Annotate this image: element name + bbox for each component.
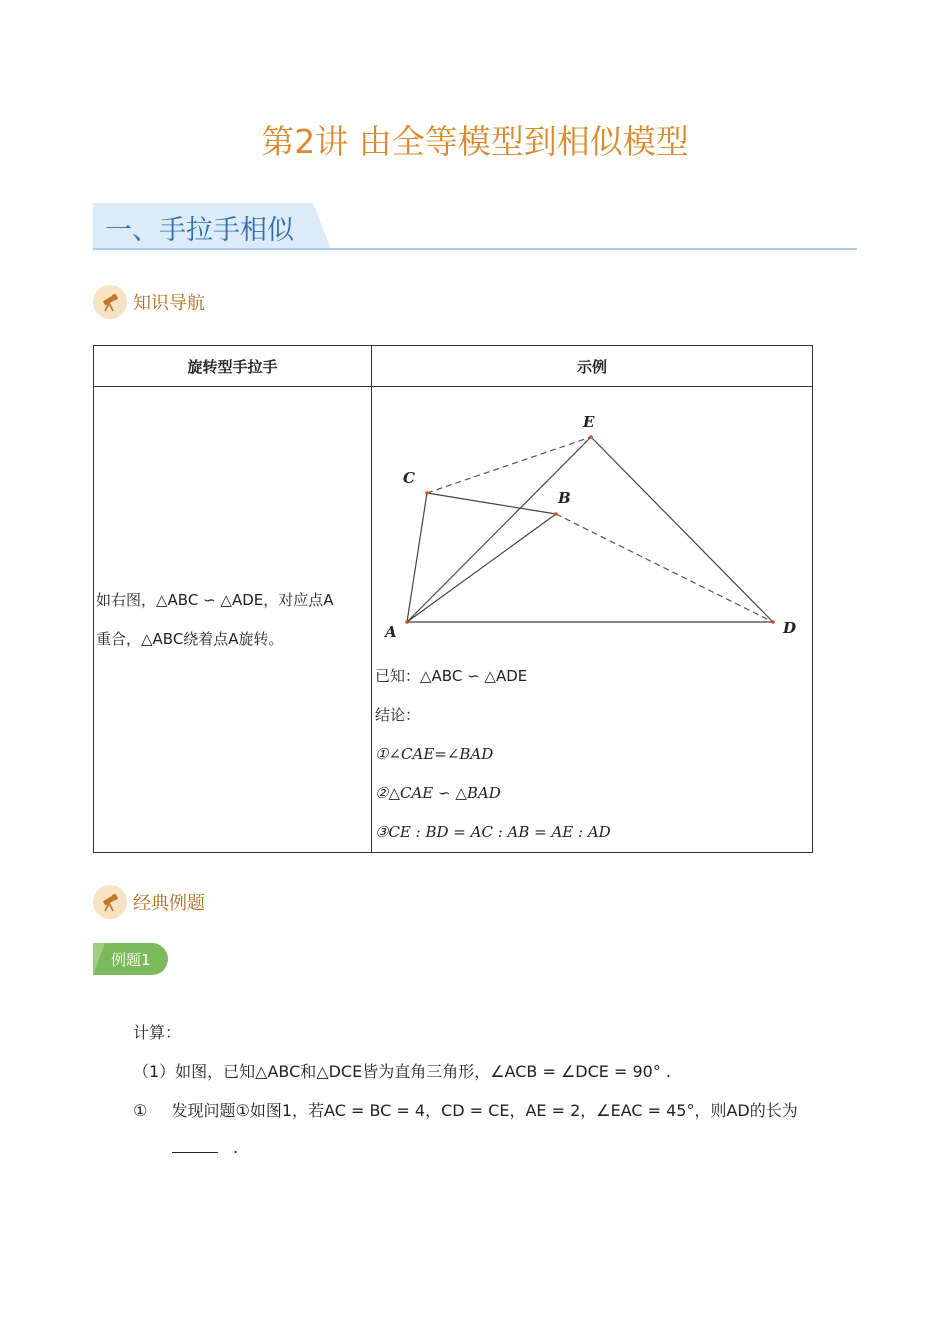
- label-B: B: [558, 489, 571, 507]
- knowledge-table: [93, 345, 813, 853]
- conclusion-1: ①∠CAE=∠BAD: [375, 745, 494, 763]
- classic-examples-heading: [93, 885, 205, 919]
- problem-intro: 计算：: [133, 1023, 182, 1042]
- classic-examples-label: 经典例题: [133, 893, 205, 914]
- problem-part1: （1）如图，已知△ABC和△DCE皆为直角三角形，∠ACB = ∠DCE = 90° .: [133, 1062, 671, 1081]
- left-line-2: 重合，△ABC绕着点A旋转。: [96, 629, 284, 648]
- conclusion-3: ③CE : BD = AC : AB = AE : AD: [375, 823, 611, 841]
- section-header: [93, 203, 857, 251]
- conclusion-2: ②△CAE ∽ △BAD: [375, 784, 501, 802]
- telescope-icon: [93, 285, 127, 319]
- answer-blank[interactable]: [172, 1138, 218, 1153]
- section-underline: [93, 248, 857, 250]
- segment-CE-dashed: [427, 437, 591, 493]
- example-tag-label: 例题1: [111, 951, 151, 969]
- conclusion-label: 结论：: [375, 706, 421, 724]
- point-E: [589, 435, 593, 439]
- table-header-left: 旋转型手拉手: [94, 346, 372, 387]
- segment-BD-dashed: [556, 514, 773, 622]
- example-tag: [93, 943, 168, 975]
- problem-item1-text: 发现问题①如图1，若AC = BC = 4，CD = CE，AE = 2，∠EAC = 45°，则AD的长为: [171, 1101, 798, 1120]
- knowledge-nav-label: 知识导航: [133, 293, 205, 314]
- example-tag-notch: [93, 943, 105, 975]
- label-E: E: [583, 413, 595, 431]
- section-title: 一、手拉手相似: [105, 215, 294, 246]
- similar-triangles-figure: [372, 387, 812, 657]
- table-right-cell: [372, 387, 813, 853]
- segment-ED: [591, 437, 773, 622]
- point-B: [554, 512, 558, 516]
- problem-item1-number: ①: [133, 1101, 148, 1120]
- table-header-right: 示例: [372, 346, 813, 387]
- problem-item1: [133, 1098, 798, 1121]
- telescope-icon: [93, 885, 127, 919]
- table-left-cell: [94, 387, 372, 853]
- label-C: C: [403, 469, 415, 487]
- segment-CB: [427, 493, 556, 514]
- left-line-1: 如右图，△ABC ∽ △ADE，对应点A: [96, 590, 334, 609]
- segment-AB: [407, 514, 556, 622]
- point-C: [425, 491, 429, 495]
- answer-end: .: [233, 1138, 239, 1157]
- point-A: [405, 620, 409, 624]
- segment-AC: [407, 493, 427, 622]
- answer-blank-line: [172, 1138, 238, 1157]
- point-D: [771, 620, 775, 624]
- label-A: A: [385, 623, 397, 641]
- statements: [372, 657, 812, 852]
- segment-AE: [407, 437, 591, 622]
- label-D: D: [783, 619, 797, 637]
- given-text: 已知：△ABC ∽ △ADE: [375, 667, 528, 685]
- page-title: 第2讲 由全等模型到相似模型: [261, 122, 689, 161]
- knowledge-nav-heading: [93, 285, 205, 319]
